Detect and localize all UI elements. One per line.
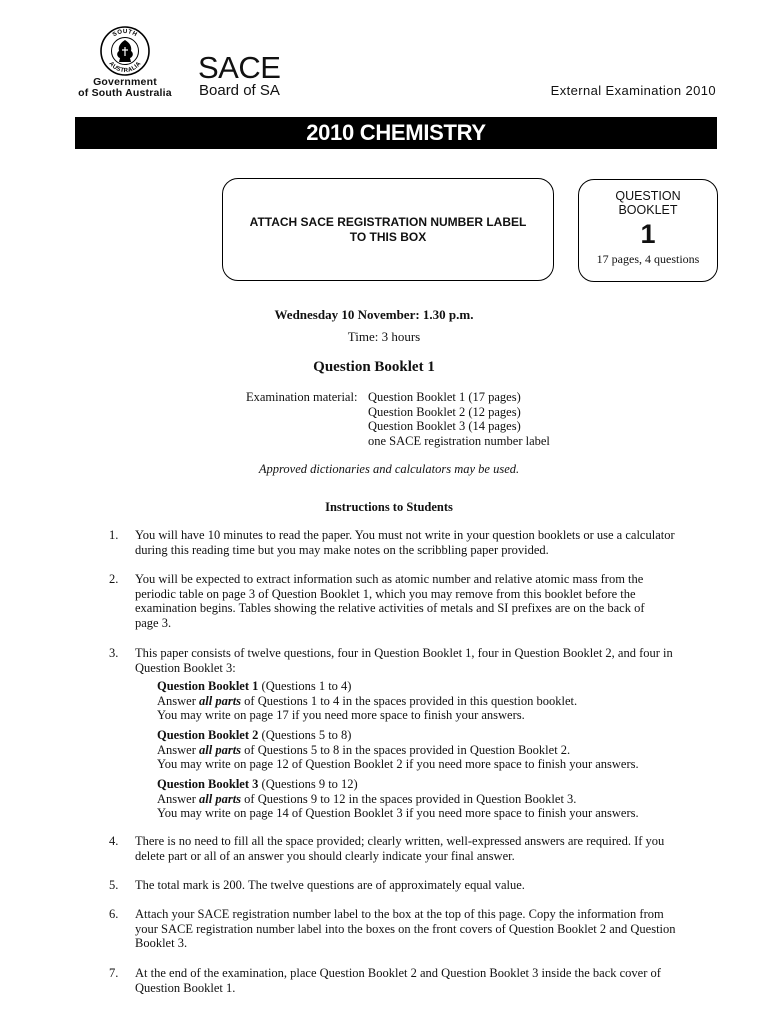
instruction-line: There is no need to fill all the space provided; clearly written, well-expressed answers are required. If you <box>135 834 665 848</box>
government-line-1: Government <box>93 76 157 88</box>
booklet-2-details <box>157 728 717 772</box>
answer-text: of Questions 1 to 4 in the spaces provided in this question booklet. <box>241 693 578 708</box>
booklet-pages: 17 pages, 4 questions <box>596 252 700 266</box>
instruction-line: You will have 10 minutes to read the paper. You must not write in your question booklets or use a calculator <box>135 528 675 542</box>
answer-prefix: Answer <box>157 693 200 708</box>
sace-board-text: Board of SA <box>199 82 280 99</box>
booklet-range: (Questions 9 to 12) <box>258 777 358 791</box>
booklet-box-line-2: BOOKLET <box>618 203 678 217</box>
instruction-line: This paper consists of twelve questions, four in Question Booklet 1, four in Question Booklet 2, and four in <box>135 646 673 660</box>
instruction-number: 5. <box>109 878 119 892</box>
instruction-line: You will be expected to extract information such as atomic number and relative atomic mass from the <box>135 572 644 586</box>
booklet-extra: You may write on page 14 of Question Booklet 3 if you need more space to finish your answers. <box>157 806 639 821</box>
answer-emphasis: all parts <box>199 791 242 806</box>
crest-text-top: SOUTH <box>111 28 139 39</box>
instruction-line: Attach your SACE registration number label to the box at the top of this page. Copy the information from <box>135 907 664 921</box>
page-title: 2010 CHEMISTRY <box>75 117 717 149</box>
booklet-extra: You may write on page 17 if you need more space to finish your answers. <box>157 708 525 723</box>
approved-materials-note: Approved dictionaries and calculators may be used. <box>258 462 520 476</box>
instruction-line: Booklet 3. <box>135 936 188 951</box>
instruction-line: during this reading time but you may make notes on the scribbling paper provided. <box>135 542 549 557</box>
instructions-heading: Instructions to Students <box>325 500 453 514</box>
booklet-title: Question Booklet 2 <box>157 728 259 742</box>
sace-logo-text: SACE <box>198 50 281 85</box>
material-item: Question Booklet 2 (12 pages) <box>368 404 521 419</box>
booklet-range: (Questions 1 to 4) <box>258 679 352 693</box>
instruction-line: page 3. <box>135 615 172 630</box>
instruction-line: At the end of the examination, place Question Booklet 2 and Question Booklet 3 inside the back cover of <box>135 966 661 980</box>
booklet-range: (Questions 5 to 8) <box>258 728 352 742</box>
answer-prefix: Answer <box>157 791 200 806</box>
exam-time: Time: 3 hours <box>347 329 421 344</box>
answer-prefix: Answer <box>157 742 200 757</box>
material-item: Question Booklet 1 (17 pages) <box>368 390 521 404</box>
booklet-extra: You may write on page 12 of Question Booklet 2 if you need more space to finish your answers. <box>157 757 639 772</box>
booklet-number: 1 <box>640 219 656 249</box>
answer-text: of Questions 5 to 8 in the spaces provided in Question Booklet 2. <box>241 742 571 757</box>
instruction-number: 6. <box>109 907 119 921</box>
booklet-box-line-1: QUESTION <box>615 189 681 203</box>
booklet-3-details <box>157 777 717 821</box>
answer-text: of Questions 9 to 12 in the spaces provided in Question Booklet 3. <box>241 791 577 806</box>
government-line-2: of South Australia <box>78 87 172 99</box>
instruction-number: 2. <box>109 572 119 586</box>
instruction-number: 7. <box>109 966 119 980</box>
material-label: Examination material: <box>246 390 358 404</box>
instruction-line: examination begins. Tables showing the relative activities of metals and SI prefixes are on the back of <box>135 601 645 616</box>
instruction-number: 4. <box>109 834 119 848</box>
instruction-number: 3. <box>109 646 119 660</box>
material-item: one SACE registration number label <box>368 433 550 448</box>
booklet-title: Question Booklet 3 <box>157 777 259 791</box>
instruction-line: Question Booklet 3: <box>135 660 236 675</box>
answer-emphasis: all parts <box>199 742 242 757</box>
material-item: Question Booklet 3 (14 pages) <box>368 419 521 433</box>
instructions-list <box>109 0 719 1024</box>
crest-text-bottom: AUSTRALIA <box>107 60 143 75</box>
instruction-line: The total mark is 200. The twelve questions are of approximately equal value. <box>135 878 525 892</box>
registration-box-line-1: ATTACH SACE REGISTRATION NUMBER LABEL <box>249 214 527 229</box>
exam-date: Wednesday 10 November: 1.30 p.m. <box>274 307 474 322</box>
registration-box-line-2: TO THIS BOX <box>349 229 427 244</box>
instruction-line: periodic table on page 3 of Question Booklet 1, which you may remove from this booklet before the <box>135 586 636 601</box>
answer-emphasis: all parts <box>199 693 242 708</box>
instruction-line: your SACE registration number label into the boxes on the front covers of Question Booklet 2 and Question <box>135 921 676 936</box>
booklet-title: Question Booklet 1 <box>157 679 259 693</box>
instruction-line: delete part or all of an answer you should clearly indicate your final answer. <box>135 848 515 863</box>
booklet-1-details <box>157 679 717 723</box>
exam-label: External Examination 2010 <box>550 83 716 98</box>
booklet-heading: Question Booklet 1 <box>313 359 435 375</box>
instruction-number: 1. <box>109 528 119 542</box>
instruction-line: Question Booklet 1. <box>135 980 236 995</box>
